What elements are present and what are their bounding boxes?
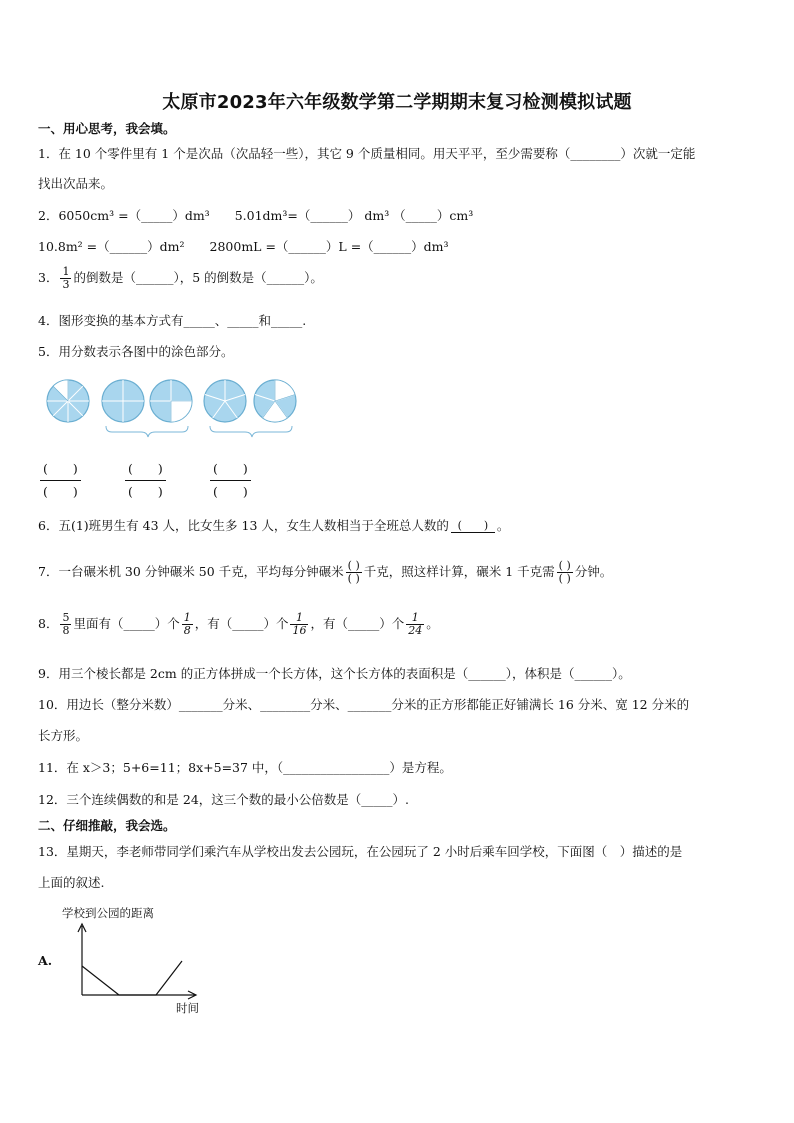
- question-5-text: 5．用分数表示各图中的涂色部分。: [38, 344, 234, 359]
- fraction-denominator: 8: [62, 624, 70, 637]
- section-1-heading: 一、用心思考，我会填。: [38, 121, 176, 136]
- option-a-label: A.: [38, 953, 53, 968]
- question-10-line-2: 长方形。: [38, 728, 89, 743]
- fraction-numerator: ( ): [558, 559, 571, 572]
- distance-time-graph: [74, 920, 204, 1002]
- fraction-numerator: 5: [62, 611, 70, 624]
- question-8-text-2: ，有（_____）个: [194, 616, 289, 631]
- question-13-line-1: 13．星期天，李老师带同学们乘汽车从学校出发去公园玩，在公园玩了 2 小时后乘车回学校，下面图（ ）描述的是: [38, 844, 683, 859]
- answer-fraction-1: [40, 458, 81, 503]
- question-8-text-1: 里面有（_____）个: [73, 616, 180, 631]
- fraction-denominator: 24: [408, 624, 423, 637]
- fraction-numerator: 1: [290, 612, 308, 625]
- question-7-fraction-1: [346, 560, 362, 585]
- fraction-denominator: ( ): [347, 572, 360, 585]
- circle-4-fifths: [204, 380, 246, 422]
- fraction-numerator: 1: [62, 265, 70, 278]
- fraction-five-eighths: [60, 612, 71, 637]
- shaded-circles-figure: [38, 376, 308, 440]
- question-6-text: 6．五(1)班男生有 43 人，比女生多 13 人，女生人数相当于全班总人数的: [38, 518, 449, 533]
- fraction-numerator: 1: [183, 611, 191, 624]
- answer-3-numerator: ( ): [210, 458, 251, 481]
- answer-fraction-2: [125, 458, 166, 503]
- fraction-one-third: [60, 266, 71, 291]
- circle-2-quarters: [102, 380, 144, 422]
- circle-3-quarters: [150, 380, 192, 422]
- fraction-numerator: ( ): [347, 559, 360, 572]
- distance-line: [82, 961, 182, 995]
- question-4: 4．图形变换的基本方式有_____、_____和_____.: [38, 313, 307, 328]
- question-6: [38, 518, 509, 534]
- graph-x-axis-label: 时间: [176, 1001, 199, 1015]
- question-7-text-2: 千克，照这样计算，碾米 1 千克需: [363, 564, 555, 579]
- fraction-denominator: 16: [292, 624, 307, 637]
- question-1-line-2: 找出次品来。: [38, 176, 114, 191]
- answer-2-numerator: ( ): [125, 458, 166, 481]
- question-7-text-1: 7．一台碾米机 30 分钟碾米 50 千克，平均每分钟碾米: [38, 564, 344, 579]
- answer-1-numerator: ( ): [40, 458, 81, 481]
- question-7-text-3: 分钟。: [574, 564, 613, 579]
- fraction-numerator: ( ): [451, 520, 495, 533]
- circle-1-eighths: [47, 380, 89, 422]
- question-8-number: 8．: [38, 616, 59, 631]
- answer-2-denominator: ( ): [128, 484, 163, 499]
- question-1-line-1: 1．在 10 个零件里有 1 个是次品（次品轻一些），其它 9 个质量相同。用天平平，至少需要称（________）次就一定能: [38, 146, 696, 161]
- question-7-fraction-2: [557, 560, 573, 585]
- question-3-number: 3．: [38, 270, 59, 285]
- question-6-fraction: [451, 520, 495, 533]
- question-3-text: 的倒数是（______），5 的倒数是（______）。: [73, 270, 323, 285]
- fraction-denominator: ( ): [558, 572, 571, 585]
- question-8-end: 。: [426, 616, 439, 631]
- question-13-line-2: 上面的叙述.: [38, 875, 105, 890]
- question-9: 9．用三个棱长都是 2cm 的正方体拼成一个长方体，这个长方体的表面积是（______），体积是（______）。: [38, 666, 631, 681]
- question-7: [38, 560, 612, 585]
- fraction-one-eighth: [182, 612, 193, 637]
- question-6-end: 。: [496, 518, 510, 533]
- fraction-one-sixteenth: [290, 612, 308, 637]
- question-8: [38, 612, 439, 637]
- fraction-denominator: 3: [62, 278, 70, 291]
- question-2-line-2: 10.8m² =（______）dm² 2800mL =（______）L =（______）dm³: [38, 239, 449, 254]
- question-12: 12．三个连续偶数的和是 24，这三个数的最小公倍数是（_____）.: [38, 792, 410, 807]
- answer-1-denominator: ( ): [43, 484, 78, 499]
- question-11: 11．在 x＞3；5+6=11；8x+5=37 中，（_________________）是方程。: [38, 760, 452, 775]
- fraction-one-twentyfourth: [406, 612, 424, 637]
- circle-5-fifths: [254, 380, 296, 422]
- fraction-numerator: 1: [406, 612, 424, 625]
- graph-y-axis-label: 学校到公园的距离: [62, 906, 154, 920]
- answer-fraction-3: [210, 458, 251, 503]
- question-2-line-1: 2．6050cm³ =（_____）dm³ 5.01dm³=（______） dm³ （_____）cm³: [38, 208, 474, 223]
- answer-3-denominator: ( ): [213, 484, 248, 499]
- question-10-line-1: 10．用边长（整分米数）_______分米、________分米、_______分米的正方形都能正好铺满长 16 分米、宽 12 分米的: [38, 697, 690, 712]
- fraction-denominator: 8: [183, 624, 191, 637]
- question-8-text-3: ，有（_____）个: [310, 616, 405, 631]
- question-3: [38, 266, 323, 291]
- section-2-heading: 二、仔细推敲，我会选。: [38, 818, 176, 833]
- page-title: 太原市2023年六年级数学第二学期期末复习检测模拟试题: [162, 92, 632, 113]
